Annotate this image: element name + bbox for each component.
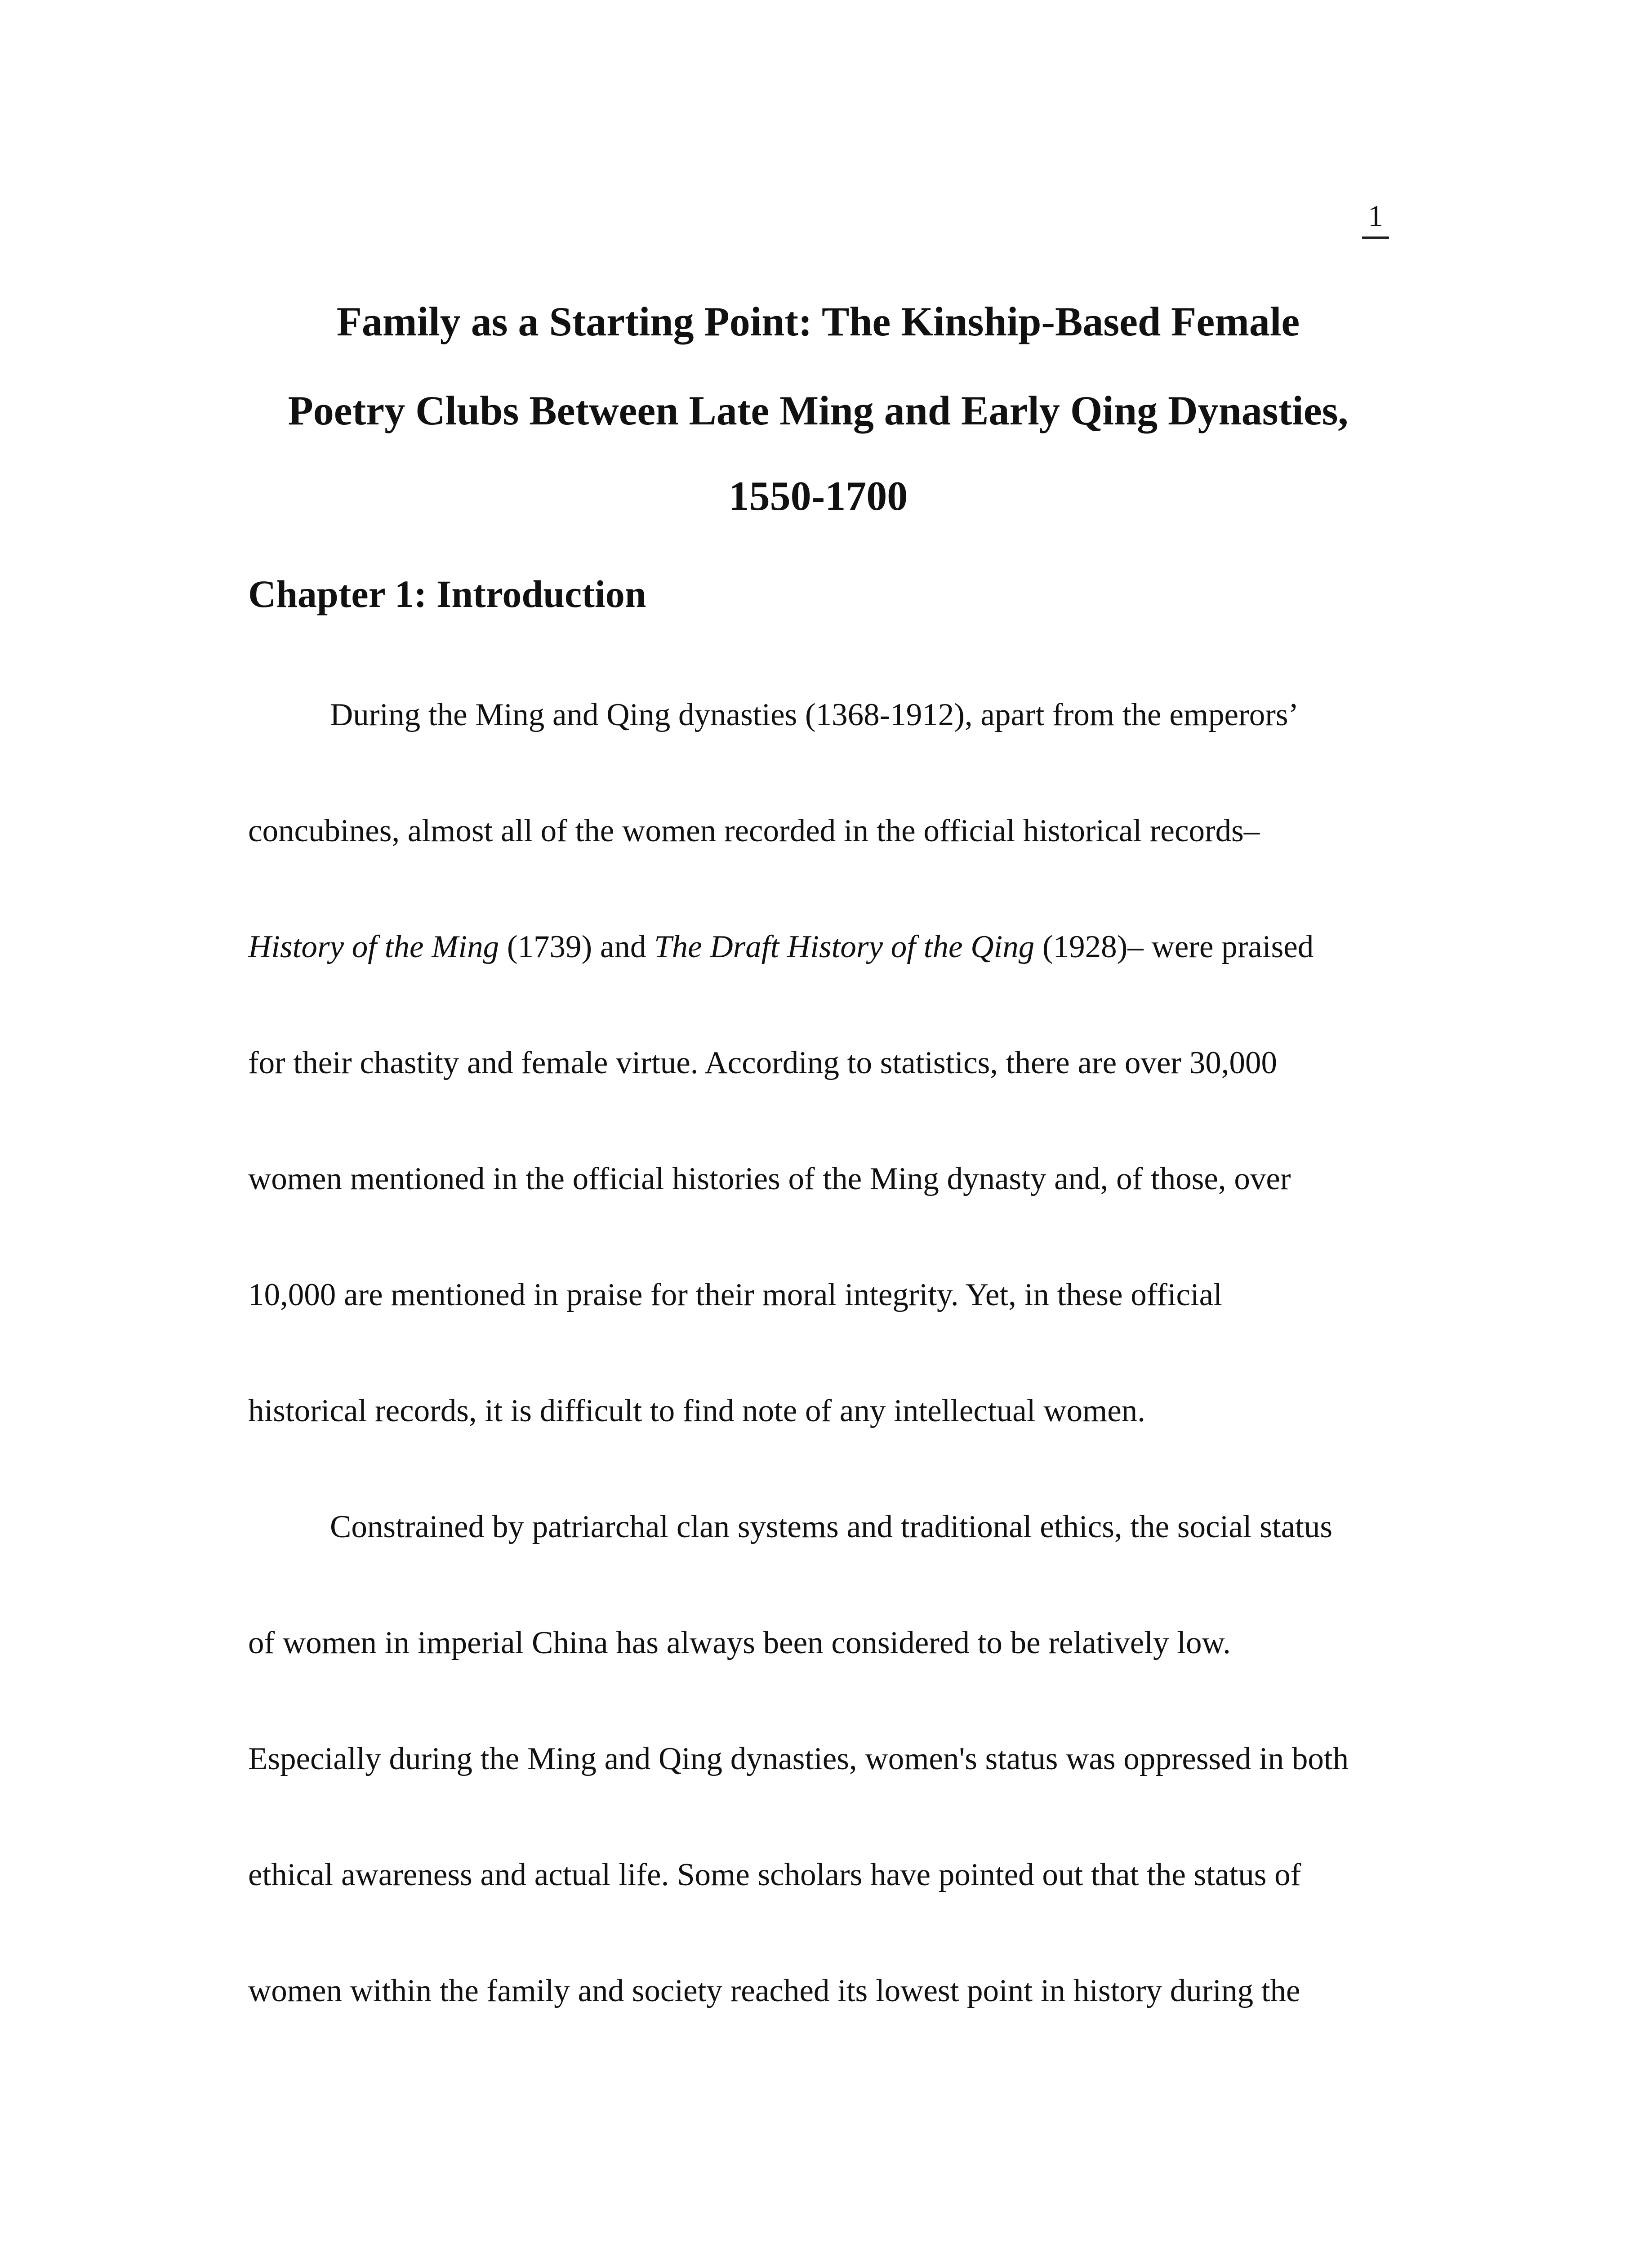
- paragraph-1-line-2: concubines, almost all of the women recorded in the official historical records–: [248, 813, 1260, 848]
- italic-title-draft-history-of-the-qing: The Draft History of the Qing: [654, 929, 1035, 964]
- chapter-heading: Chapter 1: Introduction: [248, 572, 646, 616]
- italic-title-history-of-the-ming: History of the Ming: [248, 929, 499, 964]
- paragraph-1-line-7: historical records, it is difficult to find note of any intellectual women.: [248, 1393, 1146, 1428]
- paragraph-2-line-4: ethical awareness and actual life. Some scholars have pointed out that the status of: [248, 1857, 1301, 1892]
- paragraph-2-line-3: Especially during the Ming and Qing dynasties, women's status was oppressed in both: [248, 1741, 1349, 1776]
- paragraph-2-line-5: women within the family and society reached its lowest point in history during the: [248, 1973, 1300, 2008]
- title-line-2: Poetry Clubs Between Late Ming and Early Qing Dynasties,: [288, 388, 1349, 433]
- paragraph-1-line-1: During the Ming and Qing dynasties (1368-1912), apart from the emperors’: [330, 697, 1299, 732]
- title-line-3: 1550-1700: [728, 473, 908, 519]
- paragraph-2-line-2: of women in imperial China has always been considered to be relatively low.: [248, 1625, 1231, 1660]
- title-line-1: Family as a Starting Point: The Kinship-Based Female: [336, 299, 1300, 344]
- text-fragment: (1928)– were praised: [1034, 929, 1314, 964]
- paragraph-1-line-3: [248, 924, 1314, 969]
- paragraph-1-line-4: for their chastity and female virtue. According to statistics, there are over 30,000: [248, 1045, 1277, 1080]
- text-fragment: (1739) and: [499, 929, 655, 964]
- paragraph-1-line-5: women mentioned in the official histories of the Ming dynasty and, of those, over: [248, 1161, 1291, 1196]
- paragraph-1-line-6: 10,000 are mentioned in praise for their moral integrity. Yet, in these official: [248, 1277, 1222, 1312]
- paragraph-2-line-1: Constrained by patriarchal clan systems and traditional ethics, the social status: [330, 1509, 1332, 1544]
- page-number: 1: [1362, 198, 1389, 239]
